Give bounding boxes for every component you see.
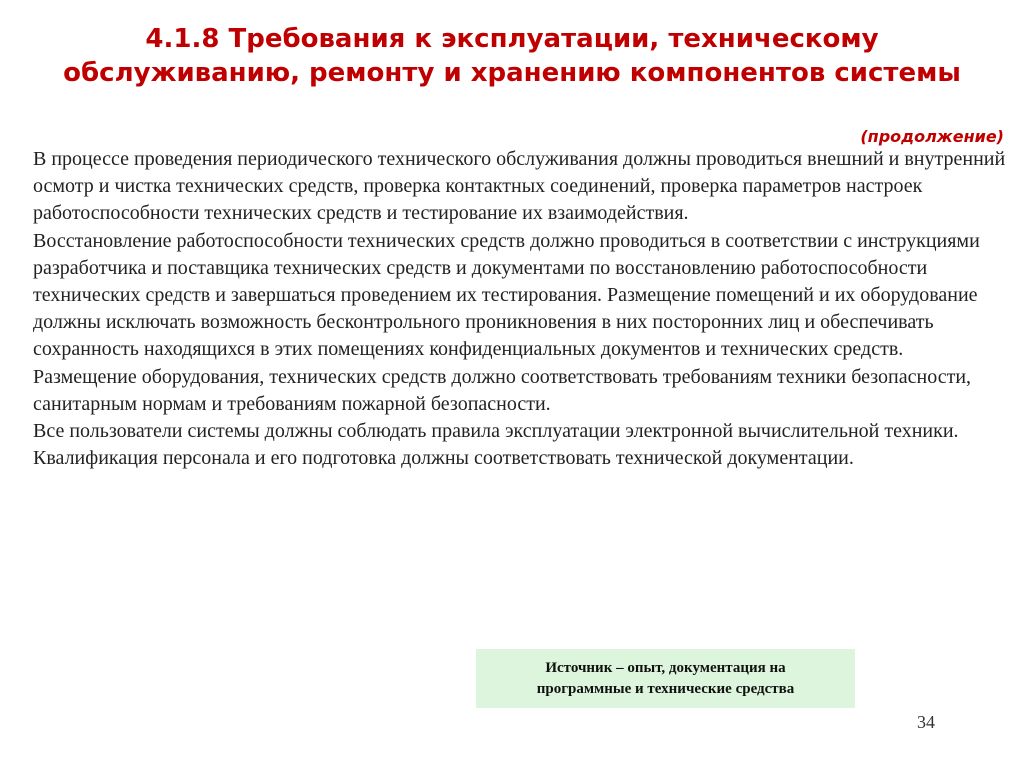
paragraph-maintenance: В процессе проведения периодического технического обслуживания должны проводиться внешний и внутренний осмотр и чистка технических средств, проверка контактных соединений, проверка параметров настроек работоспособности технических средств и тестирование их взаимодействия. bbox=[33, 148, 1006, 225]
page-number: 34 bbox=[917, 712, 935, 732]
slide-title bbox=[0, 22, 1024, 90]
title-line-1: 4.1.8 Требования к эксплуатации, техническому bbox=[145, 24, 879, 54]
paragraph-users-rules: Все пользователи системы должны соблюдать правила эксплуатации электронной вычислительной техники. bbox=[33, 420, 959, 443]
source-note bbox=[476, 649, 855, 708]
source-line-2: программные и технические средства bbox=[536, 680, 795, 697]
title-line-2: обслуживанию, ремонту и хранению компонентов системы bbox=[63, 58, 961, 88]
paragraph-equipment-placement: Размещение оборудования, технических средств должно соответствовать требованиям техники безопасности, санитарным нормам и требованиям пожарной безопасности. bbox=[33, 365, 972, 415]
source-line-1: Источник – опыт, документация на bbox=[545, 659, 786, 676]
body-text bbox=[33, 146, 1018, 472]
slide-subtitle: (продолжение) bbox=[860, 127, 1004, 146]
paragraph-staff-qualification: Квалификация персонала и его подготовка должны соответствовать технической документации. bbox=[33, 447, 854, 470]
source-note-text bbox=[537, 658, 795, 700]
paragraph-restoration: Восстановление работоспособности технических средств должно проводиться в соответствии с инструкциями разработчика и поставщика технических средств и документами по восстановлению работоспособности технических средств и завершаться проведением их тестирования. Размещение помещений и их оборудование должны исключать возможность бесконтрольного проникновения в них посторонних лиц и обеспечивать сохранность находящихся в этих помещениях конфиденциальных документов и технических средств. bbox=[33, 229, 980, 361]
